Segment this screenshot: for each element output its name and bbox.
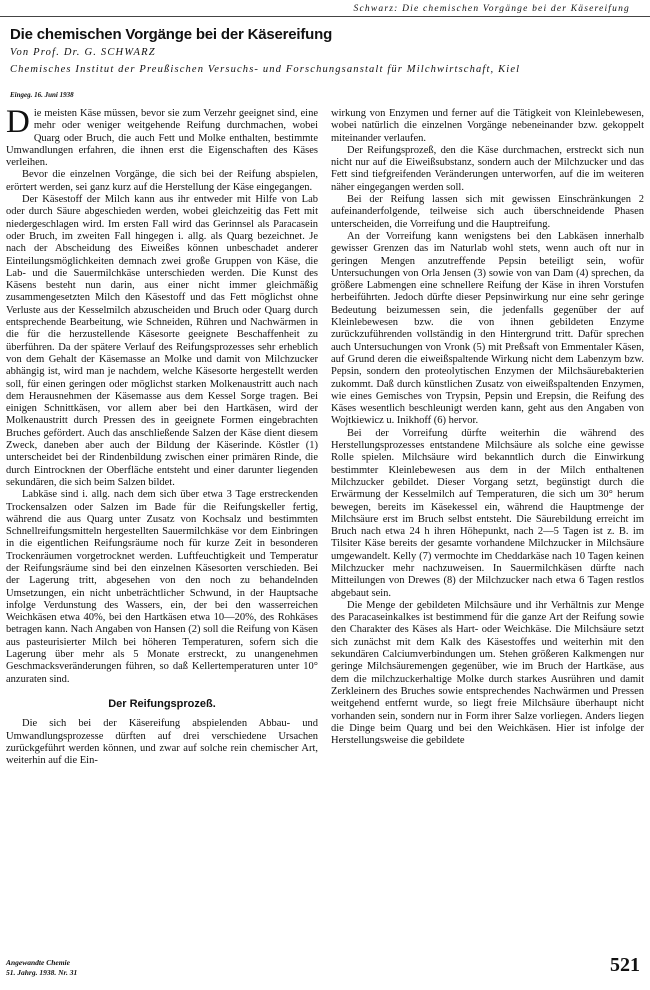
page-number: 521	[610, 954, 640, 976]
header-rule	[0, 16, 650, 17]
paragraph: Die meisten Käse müssen, bevor sie zum Verzehr geeignet sind, eine mehr oder weniger weitgehende Reifung durchmachen, wobei Quarg oder Bruch, die auch Fett und Molke enthalten, bestimmte Umwandlungen erfahren, die ihnen erst die Eigenschaften des Käses verleihen.	[6, 104, 318, 169]
article-author: Von Prof. Dr. G. SCHWARZ	[10, 47, 156, 58]
section-heading: Der Reifungsprozeß.	[108, 697, 216, 710]
paragraph: An der Vorreifung kann wenigstens bei den Labkäsen innerhalb gewisser Grenzen das im Naturlab wohl stets, wenn auch oft nur in geringen Mengen anzutreffende Pepsin beteiligt sein, wofür Untersuchungen von Orla Jensen (3) sowie von van Dam (4) sprechen, da größere Labmengen eine schnellere Reifung der Käse in ihren Vorstufen herbeiführten. Jedoch dürfte dieser Pepsinwirkung nur eine sehr geringe Bedeutung beizumessen sein, die jedenfalls gegenüber der auf Kleinlebewesen bzw. die von ihnen gebildeten Enzyme zurückzuführenden vollständig in den Hintergrund tritt. Dafür sprechen auch Untersuchungen von Vronk (5) mit Preßsaft von Emmentaler Käsen, auf Grund deren die eiweißspaltende Wirkung nicht dem Labenzym bzw. Pepsin, sondern den proteolytischen Enzymen der Milchsäurebakterien zukommt. Daß durch künstlichen Zusatz von eiweißspaltenden Enzymen, wie eines Gemisches von Trypsin, Pepsin und Erepsin, die Reifung des Käses wesentlich beschleunigt werden kann, geht aus den Angaben von Wojtkiewicz u. Inikhoff (6) hervor.	[331, 230, 644, 427]
article-title: Die chemischen Vorgänge bei der Käsereifung	[10, 26, 333, 43]
paragraph: Die Menge der gebildeten Milchsäure und ihr Verhältnis zur Menge des Paracaseinkalkes ist bestimmend für die ganze Art der Reifung sowie den Charakter des Käses als Hart- oder Weichkäse. Die Milchsäure setzt sich zunächst mit dem Kalk des Käsestoffes und weiterhin mit den sekundären Calciumverbindungen um. Stehen größeren Kalkmengen nur geringe Milchsäuremengen gegenüber, wie im Bruch der Hartkäse, aus dem die milchzuckerhaltige Molke durch starkes Ausrühren und damit Zerkleinern des Bruches sowie entsprechendes Nachwärmen und Pressen weitgehend entfernt wurde, so liegt freie Milchsäure überhaupt nicht vorhanden sein, sondern nur in Form ihrer Salze vorliegen. Anders liegen die Dinge beim Quarg und bei den Weichkäsen. Hier ist infolge der Herstellungsweise die gebildete	[331, 599, 644, 747]
paragraph: wirkung von Enzymen und ferner auf die Tätigkeit von Kleinlebewesen, wobei natürlich die einzelnen Vorgänge nebeneinander bzw. gekoppelt miteinander verlaufen.	[331, 108, 644, 144]
journal-volume: 51. Jahrg. 1938. Nr. 31	[6, 968, 78, 977]
article-affiliation: Chemisches Institut der Preußischen Versuchs- und Forschungsanstalt für Milchwirtschaft, Kiel	[10, 64, 521, 75]
drop-cap: D	[6, 104, 30, 140]
right-column	[331, 108, 644, 958]
paragraph: Bei der Vorreifung dürfte weiterhin die während des Herstellungsprozesses entstandene Milchsäure als solche eine gewisse Rolle spielen. Milchsäure wird bekanntlich durch die Einwirkung bestimmter Kleinlebewesen aus dem in der Milch enthaltenen Milchzucker gebildet. Dieser Vorgang setzt, begünstigt durch die Erwärmung der Kesselmilch auf Temperaturen, die sich um 30° herum bewegen, bereits im Käsekessel ein, während die Hauptmenge der Milchsäure erst im Bruch selbst entsteht. Die Säurebildung erreicht im Bruch nach etwa 24 h ihren Höhepunkt, nach 2—5 Tagen ist z. B. im Tilsiter Käse bereits der gesamte vorhandene Milchzucker in Milchsäure umgewandelt. Kelly (7) vermochte im Cheddarkäse nach 10 Tagen keinen Milchzucker mehr nachzuweisen. In Sauermilchkäsen dürfte nach Mitteilungen von Drewes (8) der Milchzucker nach etwa 6 Tagen restlos abgebaut sein.	[331, 427, 644, 599]
journal-name: Angewandte Chemie	[6, 958, 70, 967]
left-column	[6, 104, 318, 958]
paragraph: Der Reifungsprozeß, den die Käse durchmachen, erstreckt sich nun nicht nur auf die Eiweißsubstanz, sondern auch der Milchzucker und das Fett sind tiefgreifenden Veränderungen unterworfen, auf die im weiteren näher eingegangen werden soll.	[331, 144, 644, 193]
paragraph: Die sich bei der Käsereifung abspielenden Abbau- und Umwandlungsprozesse dürften auf drei verschiedene Ursachen zurückgeführt werden können, und zwar auf solche rein chemischer Art, weiterhin auf die Ein-	[6, 718, 318, 767]
running-head: Schwarz: Die chemischen Vorgänge bei der Käsereifung	[353, 4, 630, 14]
paragraph: Bevor die einzelnen Vorgänge, die sich bei der Reifung abspielen, erörtert werden, sei ganz kurz auf die Herstellung der Käse eingegangen.	[6, 169, 318, 193]
paragraph: Labkäse sind i. allg. nach dem sich über etwa 3 Tage erstreckenden Trockensalzen oder Salzen im Bade für die Reifungskeller fertig, während die aus Quarg unter Zusatz von Kochsalz und bestimmten Schnellreifungsmitteln hergestellten Sauermilchkäse vor dem Einbringen in die eigentlichen Reifungsräume noch für kurze Zeit in besonderen Trockenräumen vorgetrocknet werden. Luftfeuchtigkeit und Temperatur der Reifungsräume sind bei den einzelnen Käsesorten verschieden. Bei der Lagerung tritt, abgesehen von den noch zu behandelnden Umsetzungen, ein nicht unbeträchtlicher Schwund, in der Hauptsache infolge Verdunstung des Wassers, ein, der bei den wasserreichen Weichkäsen etwa 40%, bei den Hartkäsen etwa 10—20%, des Rohkäses betragen kann. Nach Angaben von Hansen (2) soll die Reifung von Käsen aus pasteurisierter Milch bei höheren Temperaturen, sofern sich die Lagerung über mehr als 5 Monate erstreckt, zu unangenehmen Geschmacksveränderungen führen, so daß Kellertemperaturen unter 10° anzuraten sind.	[6, 489, 318, 685]
paragraph: Der Käsestoff der Milch kann aus ihr entweder mit Hilfe von Lab oder durch Säure abgeschieden werden, wobei gleichzeitig das Fett mit niedergeschlagen wird. Im ersten Fall wird das Gerinnsel als Paracasein oder Bruch, im zweiten Fall hingegen i. allg. als Quarg bezeichnet. Je nach der Abscheidung des Eiweißes können unbeschadet anderer Einteilungsmöglichkeiten demnach zwei große Gruppen von Käse, die Lab- und die Sauermilchkäse unterschieden werden. Die Kunst des Käsens besteht nun darin, aus einer nicht immer gleichmäßig zusammengesetzten Milch den Käsestoff und das Fett möglichst ohne Verluste aus der Kesselmilch abzuscheiden und Bruch oder Quarg durch entsprechende Bearbeitung, wie Schneiden, Rühren und Nachwärmen in die für die herzustellende Käsesorte geeignete Beschaffenheit zu überführen. Da der spätere Verlauf des Reifungsprozesses sehr erheblich von dem Gehalt der Käsemasse an Molke und damit von Milchzucker abhängig ist, wird man je nachdem, welche Käsesorte hergestellt werden soll, für einen geringen oder möglichst starken Molkenaustritt auch nach dem Herausnehmen der Käsemasse aus dem Kessel Sorge tragen. Bei einigen Schnittkäsen, vor allem aber bei den Hartkäsen, wird der Molkenaustritt durch Pressen des in geeignete Formen eingebrachten Bruches gefördert. Auch das anschließende Salzen der Käse dient diesem Zweck, daneben aber auch der Bildung der Käserinde. Köstler (1) unterscheidet bei der Rindenbildung zwischen einer primären Rinde, die durch Eintrocknen der Oberfläche entsteht und einer darunter liegenden sekundären, die sich beim Salzen bildet.	[6, 194, 318, 488]
paragraph: Bei der Reifung lassen sich mit gewissen Einschränkungen 2 aufeinanderfolgende, teilweise sich auch überschneidende Phasen unterscheiden, die Vorreifung und die Hauptreifung.	[331, 194, 644, 230]
received-date: Eingeg. 16. Juni 1938	[10, 91, 74, 99]
journal-footer	[6, 958, 77, 978]
